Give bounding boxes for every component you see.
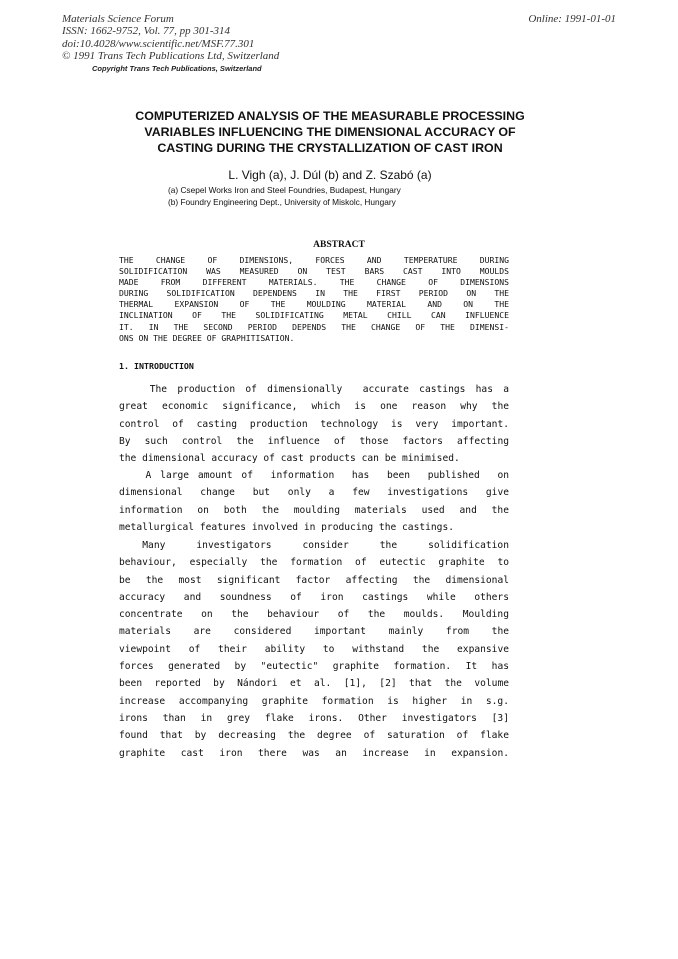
journal-name: Materials Science Forum <box>62 13 174 25</box>
text-line: metallurgical features involved in producing the castings. <box>119 521 455 533</box>
title-line: VARIABLES INFLUENCING THE DIMENSIONAL ACCURACY OF <box>144 125 516 139</box>
publisher-line: © 1991 Trans Tech Publications Ltd, Switzerland <box>62 50 280 63</box>
copyright-line: Copyright Trans Tech Publications, Switzerland <box>92 64 262 73</box>
text-line: graphite cast iron there was an increase in expansion. <box>119 747 509 759</box>
paragraph-3 <box>119 537 509 762</box>
text-line: the dimensional accuracy of cast products can be minimised. <box>119 453 460 465</box>
affiliation-a: (a) Csepel Works Iron and Steel Foundries, Budapest, Hungary <box>168 185 401 195</box>
online-date: Online: 1991-01-01 <box>528 13 616 25</box>
text-line: The production of dimensionally accurate castings has a <box>119 384 509 395</box>
issn-line: ISSN: 1662-9752, Vol. 77, pp 301-314 <box>62 25 231 38</box>
doi-line: doi:10.4028/www.scientific.net/MSF.77.301 <box>62 37 255 50</box>
text-line: great economic significance, which is one reason why the <box>119 401 509 413</box>
abstract-line: THERMAL EXPANSION OF THE MOULDING MATERIAL AND ON THE <box>119 299 509 310</box>
paragraph-2 <box>119 467 509 536</box>
paragraph-1 <box>119 381 509 467</box>
section-heading-introduction: 1. INTRODUCTION <box>119 361 194 371</box>
text-line: By such control the influence of those factors affecting <box>119 435 509 447</box>
abstract-line: THE CHANGE OF DIMENSIONS, FORCES AND TEMPERATURE DURING <box>119 255 509 265</box>
text-line: concentrate on the behaviour of the moulds. Moulding <box>119 609 509 621</box>
text-line: accuracy and soundness of iron castings while others <box>119 591 509 603</box>
abstract-line: INCLINATION OF THE SOLIDIFICATING METAL CHILL CAN INFLUENCE <box>119 310 509 321</box>
text-line: been reported by Nándori et al. [1], [2] that the volume <box>119 678 509 690</box>
text-line: irons than in grey flake irons. Other investigators [3] <box>119 712 509 724</box>
text-line: behaviour, especially the formation of eutectic graphite to <box>119 557 509 569</box>
text-line: dimensional change but only a few investigations give <box>119 487 509 499</box>
text-line: information on both the moulding materials used and the <box>119 504 509 516</box>
text-line: increase accompanying graphite formation is higher in s.g. <box>119 695 509 707</box>
abstract-line: IT. IN THE SECOND PERIOD DEPENDS THE CHANGE OF THE DIMENSI- <box>119 321 509 332</box>
text-line: found that by decreasing the degree of saturation of flake <box>119 730 509 742</box>
title-line: CASTING DURING THE CRYSTALLIZATION OF CAST IRON <box>157 141 503 155</box>
text-line: Many investigators consider the solidification <box>119 540 509 551</box>
abstract-line: MADE FROM DIFFERENT MATERIALS. THE CHANGE OF DIMENSIONS <box>119 277 509 288</box>
abstract-line: SOLIDIFICATION WAS MEASURED ON TEST BARS CAST INTO MOULDS <box>119 266 509 277</box>
title-line: COMPUTERIZED ANALYSIS OF THE MEASURABLE PROCESSING <box>135 109 525 123</box>
text-line: be the most significant factor affecting the dimensional <box>119 574 509 586</box>
text-line: viewpoint of their ability to withstand the expansive <box>119 643 509 655</box>
affiliation-b: (b) Foundry Engineering Dept., University of Miskolc, Hungary <box>168 197 396 207</box>
text-line: control of casting production technology is very important. <box>119 418 509 430</box>
abstract-line: ONS ON THE DEGREE OF GRAPHITISATION. <box>119 332 295 343</box>
affiliations <box>168 184 401 208</box>
author-list: L. Vigh (a), J. Dúl (b) and Z. Szabó (a) <box>228 168 432 182</box>
paper-title <box>90 108 570 156</box>
text-line: materials are considered important mainly from the <box>119 626 509 638</box>
abstract-text <box>119 255 509 344</box>
text-line: forces generated by "eutectic" graphite formation. It has <box>119 661 509 673</box>
abstract-heading: ABSTRACT <box>313 240 365 250</box>
abstract-line: DURING SOLIDIFICATION DEPENDENS IN THE FIRST PERIOD ON THE <box>119 288 509 299</box>
journal-metadata <box>62 13 279 63</box>
text-line: A large amount of information has been published on <box>119 470 509 481</box>
